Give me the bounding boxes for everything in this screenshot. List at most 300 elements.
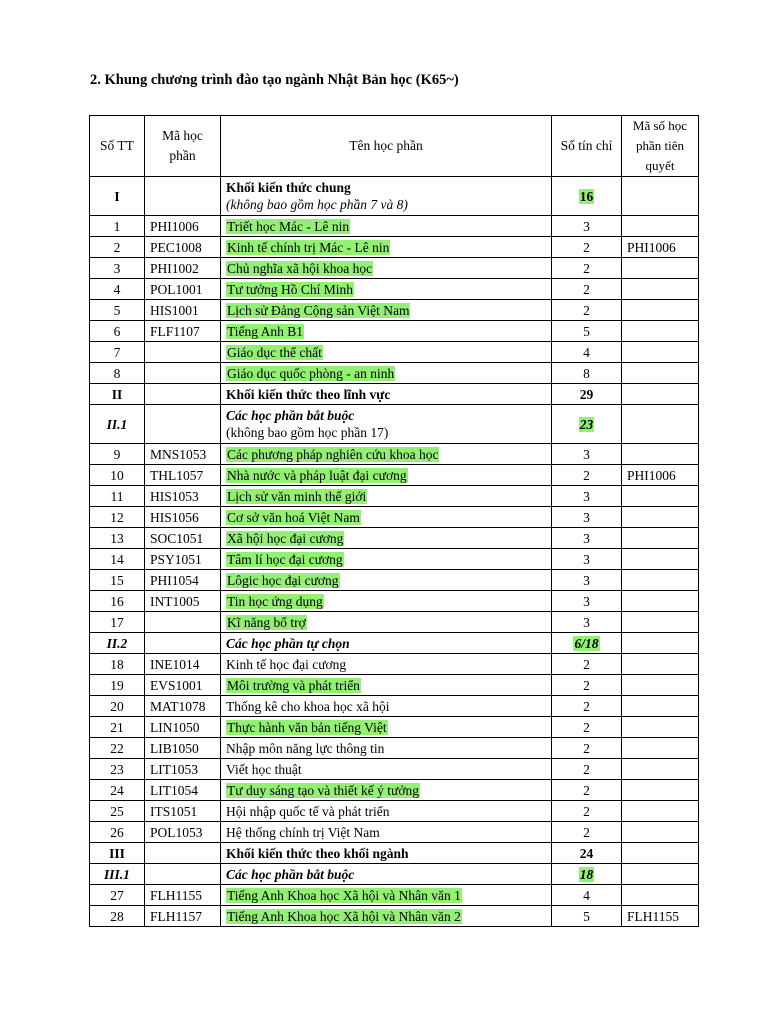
cell-prereq <box>622 549 699 570</box>
prereq-code: FLH1155 <box>627 908 680 924</box>
course-code: POL1001 <box>150 281 203 297</box>
course-code: ITS1051 <box>150 803 198 819</box>
course-note: (không bao gồm học phần 17) <box>226 425 389 440</box>
course-name: Viết học thuật <box>226 761 302 777</box>
cell-code <box>145 300 221 321</box>
cell-credits <box>552 675 622 696</box>
credit-count: 2 <box>583 260 590 276</box>
cell-credits <box>552 237 622 258</box>
cell-stt <box>90 738 145 759</box>
cell-credits <box>552 321 622 342</box>
cell-prereq <box>622 843 699 864</box>
cell-prereq <box>622 654 699 675</box>
cell-prereq <box>622 675 699 696</box>
cell-prereq <box>622 822 699 843</box>
course-name-line <box>226 698 546 715</box>
course-name: Khối kiến thức chung <box>226 180 351 195</box>
course-name: Tiếng Anh Khoa học Xã hội và Nhân văn 2 <box>227 908 461 924</box>
table-row <box>90 570 699 591</box>
credit-count: 29 <box>579 386 594 402</box>
cell-prereq <box>622 885 699 906</box>
cell-code <box>145 177 221 216</box>
course-name: Triết học Mác - Lê nin <box>227 218 350 234</box>
course-code: MNS1053 <box>150 446 207 462</box>
course-code: HIS1056 <box>150 509 199 525</box>
credit-count: 2 <box>583 824 590 840</box>
course-name: Thực hành văn bản tiếng Việt <box>227 719 387 735</box>
cell-stt <box>90 237 145 258</box>
cell-prereq <box>622 237 699 258</box>
cell-credits <box>552 759 622 780</box>
subsection-row <box>90 864 699 885</box>
row-number: 12 <box>110 509 124 525</box>
row-number: 18 <box>110 656 124 672</box>
cell-name <box>221 549 552 570</box>
course-name-line <box>226 179 546 196</box>
course-name: Tư tưởng Hồ Chí Minh <box>227 281 354 297</box>
row-number: 17 <box>110 614 124 630</box>
course-name-line <box>226 740 546 757</box>
cell-credits <box>552 507 622 528</box>
course-note: (không bao gồm học phần 7 và 8) <box>226 197 408 212</box>
cell-code <box>145 444 221 465</box>
cell-credits <box>552 633 622 654</box>
row-number: 6 <box>113 323 121 339</box>
row-number: 23 <box>110 761 124 777</box>
course-name: Các phương pháp nghiên cứu khoa học <box>227 446 439 462</box>
cell-name <box>221 864 552 885</box>
course-name-line <box>226 509 546 526</box>
course-name-line <box>226 803 546 820</box>
cell-prereq <box>622 363 699 384</box>
cell-prereq <box>622 444 699 465</box>
cell-credits <box>552 528 622 549</box>
cell-prereq <box>622 801 699 822</box>
cell-name <box>221 612 552 633</box>
cell-stt <box>90 216 145 237</box>
credit-count: 8 <box>583 365 590 381</box>
credit-count: 2 <box>583 761 590 777</box>
course-name-line <box>226 446 546 463</box>
cell-name <box>221 570 552 591</box>
cell-credits <box>552 780 622 801</box>
credit-count: 5 <box>583 323 590 339</box>
row-number: 11 <box>110 488 124 504</box>
course-name-line <box>226 866 546 883</box>
cell-prereq <box>622 342 699 363</box>
cell-name <box>221 717 552 738</box>
course-name-line <box>226 887 546 904</box>
course-name-line <box>226 488 546 505</box>
cell-prereq <box>622 300 699 321</box>
course-name: Khối kiến thức theo khối ngành <box>226 845 409 861</box>
cell-prereq <box>622 612 699 633</box>
cell-code <box>145 216 221 237</box>
cell-credits <box>552 177 622 216</box>
cell-stt <box>90 342 145 363</box>
row-number: 21 <box>110 719 124 735</box>
row-number: III.1 <box>104 866 130 882</box>
cell-prereq <box>622 486 699 507</box>
course-code: SOC1051 <box>150 530 204 546</box>
credit-count: 3 <box>583 488 590 504</box>
cell-stt <box>90 654 145 675</box>
cell-stt <box>90 177 145 216</box>
cell-name <box>221 237 552 258</box>
cell-name <box>221 486 552 507</box>
row-number: 10 <box>110 467 124 483</box>
cell-credits <box>552 717 622 738</box>
prereq-code: PHI1006 <box>627 239 676 255</box>
cell-code <box>145 612 221 633</box>
cell-credits <box>552 843 622 864</box>
table-header-row <box>90 116 699 177</box>
course-code: PSY1051 <box>150 551 202 567</box>
row-number: 22 <box>110 740 124 756</box>
course-code: PHI1002 <box>150 260 199 276</box>
header-stt: Số TT <box>90 116 145 177</box>
cell-name <box>221 591 552 612</box>
table-row <box>90 717 699 738</box>
table-row <box>90 363 699 384</box>
credit-count: 4 <box>583 887 590 903</box>
course-name-line <box>226 719 546 736</box>
cell-stt <box>90 528 145 549</box>
row-number: 5 <box>113 302 121 318</box>
cell-credits <box>552 549 622 570</box>
cell-prereq <box>622 759 699 780</box>
course-name-line <box>226 656 546 673</box>
credit-count: 3 <box>583 572 590 588</box>
cell-prereq <box>622 633 699 654</box>
cell-prereq <box>622 405 699 444</box>
cell-credits <box>552 342 622 363</box>
credit-count: 18 <box>579 866 594 882</box>
credit-count: 2 <box>583 803 590 819</box>
cell-prereq <box>622 717 699 738</box>
cell-credits <box>552 363 622 384</box>
cell-credits <box>552 612 622 633</box>
course-name-line <box>226 782 546 799</box>
cell-code <box>145 258 221 279</box>
course-name: Các học phần bắt buộc <box>226 866 355 882</box>
credit-count: 23 <box>579 416 594 432</box>
course-name: Giáo dục thể chất <box>227 344 322 360</box>
table-row <box>90 279 699 300</box>
cell-credits <box>552 864 622 885</box>
table-row <box>90 549 699 570</box>
cell-prereq <box>622 570 699 591</box>
row-number: III <box>109 845 125 861</box>
cell-prereq <box>622 780 699 801</box>
cell-code <box>145 885 221 906</box>
credit-count: 2 <box>583 740 590 756</box>
course-name-line <box>226 260 546 277</box>
course-code: PHI1054 <box>150 572 199 588</box>
cell-name <box>221 801 552 822</box>
cell-code <box>145 528 221 549</box>
table-row <box>90 654 699 675</box>
cell-name <box>221 885 552 906</box>
credit-count: 3 <box>583 614 590 630</box>
credit-count: 3 <box>583 446 590 462</box>
cell-stt <box>90 864 145 885</box>
cell-code <box>145 843 221 864</box>
table-row <box>90 675 699 696</box>
cell-name <box>221 906 552 927</box>
cell-prereq <box>622 258 699 279</box>
course-name-line <box>226 677 546 694</box>
table-row <box>90 321 699 342</box>
cell-stt <box>90 822 145 843</box>
course-name: Khối kiến thức theo lĩnh vực <box>226 386 391 402</box>
cell-stt <box>90 405 145 444</box>
table-row <box>90 759 699 780</box>
cell-credits <box>552 906 622 927</box>
cell-stt <box>90 612 145 633</box>
cell-code <box>145 654 221 675</box>
course-name-line <box>226 281 546 298</box>
course-name-line <box>226 386 546 403</box>
course-code: FLH1155 <box>150 887 203 903</box>
course-name: Các học phần bắt buộc <box>226 408 355 423</box>
cell-prereq <box>622 696 699 717</box>
cell-name <box>221 738 552 759</box>
course-name: Kinh tế chính trị Mác - Lê nin <box>227 239 390 255</box>
cell-stt <box>90 300 145 321</box>
subsection-row <box>90 633 699 654</box>
course-name-line <box>226 365 546 382</box>
cell-stt <box>90 384 145 405</box>
course-name: Tiếng Anh Khoa học Xã hội và Nhân văn 1 <box>227 887 461 903</box>
table-row <box>90 258 699 279</box>
row-number: II.2 <box>106 635 128 651</box>
course-name: Lịch sử Đảng Cộng sản Việt Nam <box>227 302 410 318</box>
cell-name <box>221 654 552 675</box>
credit-count: 3 <box>583 509 590 525</box>
cell-credits <box>552 654 622 675</box>
cell-credits <box>552 591 622 612</box>
row-number: 8 <box>113 365 121 381</box>
cell-name <box>221 342 552 363</box>
cell-code <box>145 738 221 759</box>
cell-name <box>221 279 552 300</box>
table-row <box>90 486 699 507</box>
cell-name <box>221 759 552 780</box>
cell-name <box>221 444 552 465</box>
credit-count: 5 <box>583 908 590 924</box>
row-number: 26 <box>110 824 124 840</box>
credit-count: 3 <box>583 551 590 567</box>
cell-stt <box>90 570 145 591</box>
table-row <box>90 885 699 906</box>
subsection-row <box>90 405 699 444</box>
cell-stt <box>90 801 145 822</box>
course-code: LIT1054 <box>150 782 198 798</box>
course-code: POL1053 <box>150 824 203 840</box>
course-name-line <box>226 635 546 652</box>
course-name: Giáo dục quốc phòng - an ninh <box>227 365 395 381</box>
cell-stt <box>90 444 145 465</box>
cell-name <box>221 507 552 528</box>
course-name-line <box>226 824 546 841</box>
table-row <box>90 507 699 528</box>
cell-code <box>145 864 221 885</box>
cell-credits <box>552 216 622 237</box>
table-row <box>90 591 699 612</box>
cell-name <box>221 384 552 405</box>
course-name-line <box>226 323 546 340</box>
header-prereq: Mã số học phần tiên quyết <box>622 116 699 177</box>
cell-code <box>145 717 221 738</box>
credit-count: 2 <box>583 677 590 693</box>
course-name: Xã hội học đại cương <box>227 530 344 546</box>
cell-code <box>145 384 221 405</box>
cell-prereq <box>622 507 699 528</box>
table-row <box>90 528 699 549</box>
credit-count: 4 <box>583 344 590 360</box>
cell-code <box>145 780 221 801</box>
credit-count: 2 <box>583 782 590 798</box>
cell-stt <box>90 759 145 780</box>
course-name-line <box>226 551 546 568</box>
course-name: Nhập môn năng lực thông tin <box>226 740 385 756</box>
cell-credits <box>552 258 622 279</box>
course-name: Các học phần tự chọn <box>226 635 350 651</box>
cell-code <box>145 675 221 696</box>
cell-prereq <box>622 321 699 342</box>
course-code: PEC1008 <box>150 239 202 255</box>
cell-credits <box>552 279 622 300</box>
cell-stt <box>90 363 145 384</box>
cell-code <box>145 591 221 612</box>
cell-stt <box>90 885 145 906</box>
cell-prereq <box>622 906 699 927</box>
cell-stt <box>90 549 145 570</box>
row-number: 9 <box>113 446 121 462</box>
course-name-line <box>226 614 546 631</box>
cell-name <box>221 465 552 486</box>
cell-code <box>145 822 221 843</box>
header-credits: Số tín chỉ <box>552 116 622 177</box>
cell-credits <box>552 465 622 486</box>
course-name: Kĩ năng bổ trợ <box>227 614 306 630</box>
row-number: 25 <box>110 803 124 819</box>
header-name: Tên học phần <box>221 116 552 177</box>
table-row <box>90 342 699 363</box>
cell-credits <box>552 486 622 507</box>
table-body <box>90 177 699 927</box>
cell-credits <box>552 822 622 843</box>
table-row <box>90 780 699 801</box>
row-number: 19 <box>110 677 124 693</box>
course-name-line <box>226 572 546 589</box>
cell-name <box>221 300 552 321</box>
cell-code <box>145 570 221 591</box>
course-name-line <box>226 845 546 862</box>
course-name: Tư duy sáng tạo và thiết kế ý tưởng <box>227 782 419 798</box>
table-row <box>90 216 699 237</box>
cell-code <box>145 507 221 528</box>
cell-code <box>145 279 221 300</box>
table-row <box>90 444 699 465</box>
course-name: Hội nhập quốc tế và phát triển <box>226 803 390 819</box>
course-name: Kinh tế học đại cương <box>226 656 347 672</box>
course-name: Hệ thống chính trị Việt Nam <box>226 824 380 840</box>
cell-name <box>221 843 552 864</box>
cell-code <box>145 801 221 822</box>
row-number: 7 <box>113 344 121 360</box>
cell-code <box>145 342 221 363</box>
course-name-line <box>226 530 546 547</box>
cell-stt <box>90 696 145 717</box>
table-row <box>90 237 699 258</box>
curriculum-table <box>89 115 699 927</box>
cell-name <box>221 216 552 237</box>
course-name: Tiếng Anh B1 <box>227 323 304 339</box>
cell-prereq <box>622 528 699 549</box>
cell-stt <box>90 843 145 864</box>
cell-credits <box>552 570 622 591</box>
table-row <box>90 300 699 321</box>
cell-prereq <box>622 216 699 237</box>
table-row <box>90 612 699 633</box>
cell-name <box>221 528 552 549</box>
course-code: INE1014 <box>150 656 200 672</box>
course-name-line <box>226 302 546 319</box>
row-number: 24 <box>110 782 124 798</box>
course-code: MAT1078 <box>150 698 206 714</box>
row-number: 28 <box>110 908 124 924</box>
cell-credits <box>552 885 622 906</box>
course-code: PHI1006 <box>150 218 199 234</box>
credit-count: 6/18 <box>574 635 599 651</box>
course-name: Lịch sử văn minh thế giới <box>227 488 367 504</box>
row-number: 2 <box>113 239 121 255</box>
course-name-line <box>226 239 546 256</box>
prereq-code: PHI1006 <box>627 467 676 483</box>
cell-code <box>145 237 221 258</box>
section-row <box>90 177 699 216</box>
cell-name <box>221 780 552 801</box>
cell-name <box>221 405 552 444</box>
cell-credits <box>552 300 622 321</box>
credit-count: 16 <box>579 188 594 204</box>
credit-count: 3 <box>583 530 590 546</box>
course-code: HIS1001 <box>150 302 199 318</box>
credit-count: 2 <box>583 302 590 318</box>
cell-stt <box>90 906 145 927</box>
cell-name <box>221 822 552 843</box>
row-number: 13 <box>110 530 124 546</box>
credit-count: 3 <box>583 593 590 609</box>
credit-count: 24 <box>579 845 594 861</box>
cell-credits <box>552 405 622 444</box>
course-code: FLF1107 <box>150 323 200 339</box>
row-number: 3 <box>113 260 121 276</box>
cell-credits <box>552 384 622 405</box>
document-title: 2. Khung chương trình đào tạo ngành Nhật Bản học (K65~) <box>90 72 459 88</box>
cell-prereq <box>622 864 699 885</box>
cell-name <box>221 321 552 342</box>
course-code: LIN1050 <box>150 719 200 735</box>
cell-code <box>145 696 221 717</box>
cell-credits <box>552 801 622 822</box>
cell-stt <box>90 465 145 486</box>
cell-stt <box>90 507 145 528</box>
course-code: EVS1001 <box>150 677 203 693</box>
row-number: I <box>114 188 120 204</box>
